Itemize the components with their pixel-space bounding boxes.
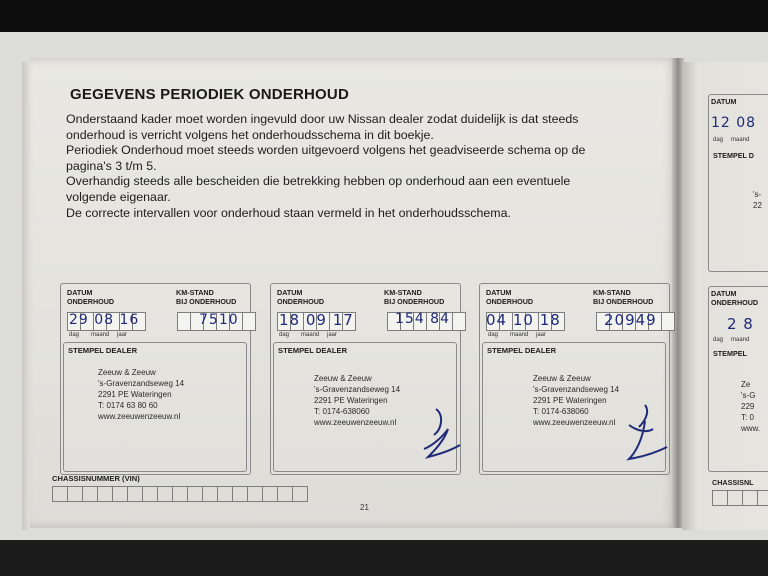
intro-line: pagina's 3 t/m 5.	[66, 158, 157, 173]
stamp-title: STEMPEL D	[713, 151, 755, 160]
intro-line: onderhoud is verricht volgens het onderhoudsschema in dit boekje.	[66, 127, 434, 142]
signature	[414, 405, 464, 465]
stamp-title: STEMPEL DEALER	[68, 346, 138, 355]
vin-boxes-right	[712, 490, 768, 506]
intro-line: Overhandig steeds alle bescheiden die betrekking hebben op onderhoud aan een eventuele	[66, 174, 571, 189]
page-title: GEGEVENS PERIODIEK ONDERHOUD	[70, 86, 349, 103]
handwritten-date: 2 8	[727, 315, 754, 333]
dealer-stamp: Ze 's-G 229 T: 0 www.	[741, 380, 761, 433]
dag-label: dag	[713, 337, 724, 343]
jaar-label: jaar	[536, 332, 547, 338]
page-number: 21	[360, 503, 369, 512]
km-label: KM-STAND BIJ ONDERHOUD	[593, 288, 654, 306]
service-card-2	[270, 283, 461, 475]
stamp-title: STEMPEL	[713, 349, 747, 358]
maand-label: maand	[91, 332, 110, 338]
maand-label: maand	[731, 137, 750, 143]
maand-label: maand	[731, 337, 750, 343]
stamp-title: STEMPEL DEALER	[278, 346, 348, 355]
datum-label: DATUM ONDERHOUD	[486, 288, 534, 306]
maand-label: maand	[301, 332, 320, 338]
handwritten-date: 29 08 16	[69, 312, 140, 328]
chassis-label: CHASSISNUMMER (VIN)	[52, 474, 140, 483]
km-label: KM-STAND BIJ ONDERHOUD	[384, 288, 445, 306]
chassis-label-right: CHASSISNL	[712, 478, 754, 487]
top-shadow	[0, 0, 768, 32]
dealer-stamp: 's- 22	[753, 190, 762, 210]
handwritten-km: 154 84	[395, 311, 450, 327]
datum-label: DATUM ONDERHOUD	[67, 288, 115, 306]
dag-label: dag	[488, 332, 499, 338]
handwritten-date: 12 08	[711, 115, 757, 131]
stamp-box	[63, 342, 247, 472]
dealer-stamp: Zeeuw & Zeeuw 's-Gravenzandseweg 14 2291 PE Wateringen T: 0174-638060 www.zeeuwenzeeuw.nl	[533, 374, 620, 427]
intro-line: Periodiek Onderhoud moet steeds worden uitgevoerd volgens het geadviseerde schema op de	[66, 143, 586, 158]
datum-label: DATUM ONDERHOUD	[277, 288, 325, 306]
dealer-stamp: Zeeuw & Zeeuw 's-Gravenzandseweg 14 2291 PE Wateringen T: 0174 63 80 60 www.zeeuwenzeeuw.nl	[98, 368, 185, 421]
intro-line: volgende eigenaar.	[66, 189, 171, 204]
intro-line: De correcte intervallen voor onderhoud staan vermeld in het onderhoudsschema.	[66, 205, 511, 220]
vin-boxes	[52, 486, 308, 502]
signature	[621, 401, 671, 467]
handwritten-date: 04 10 18	[486, 311, 561, 329]
right-service-card-2	[708, 286, 768, 472]
handwritten-km: 7510	[199, 312, 239, 328]
jaar-label: jaar	[327, 332, 338, 338]
stamp-box	[482, 342, 666, 472]
bottom-shadow	[0, 540, 768, 576]
datum-label: DATUM	[711, 97, 737, 106]
stamp-title: STEMPEL DEALER	[487, 346, 557, 355]
dag-label: dag	[713, 137, 724, 143]
intro-text	[66, 112, 656, 221]
handwritten-date: 18 09 17	[279, 311, 354, 329]
dag-label: dag	[279, 332, 290, 338]
service-card-1	[60, 283, 251, 475]
handwritten-km: 20949	[604, 311, 657, 329]
right-service-card-1	[708, 94, 768, 272]
intro-line: Onderstaand kader moet worden ingevuld door uw Nissan dealer zodat duidelijk is dat steeds	[66, 112, 579, 126]
datum-label: DATUM ONDERHOUD	[711, 289, 759, 307]
dealer-stamp: Zeeuw & Zeeuw 's-Gravenzandseweg 14 2291 PE Wateringen T: 0174-638060 www.zeeuwenzeeuw.nl	[314, 374, 401, 427]
km-label: KM-STAND BIJ ONDERHOUD	[176, 288, 237, 306]
stamp-box	[273, 342, 457, 472]
jaar-label: jaar	[117, 332, 128, 338]
service-card-3	[479, 283, 670, 475]
maand-label: maand	[510, 332, 529, 338]
dag-label: dag	[69, 332, 80, 338]
